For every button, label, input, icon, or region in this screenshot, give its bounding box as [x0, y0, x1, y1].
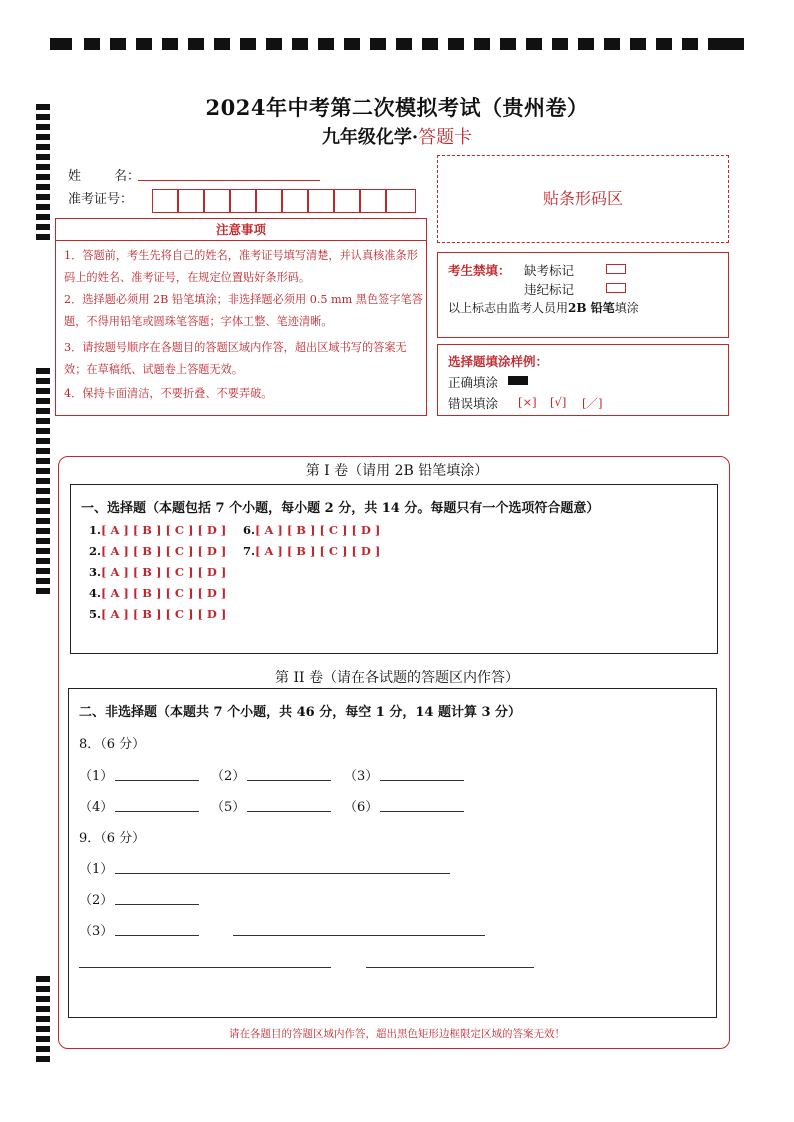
wrong-mark-2: [√] [550, 395, 567, 409]
question-5-options[interactable]: [ A ] [ B ] [ C ] [ D ] [101, 607, 227, 621]
exam-id-label: 准考证号： [68, 192, 134, 207]
forbidden-box [437, 252, 729, 338]
exam-id-boxes[interactable] [152, 189, 416, 213]
forbidden-note-pre: 以上标志由监考人员用 [448, 301, 569, 315]
page-title: 2024年中考第二次模拟考试（贵州卷） [205, 95, 589, 120]
nonchoice-section-title: 二、非选择题（本题共 7 个小题，共 46 分，每空 1 分，14 题计算 3 分） [79, 705, 522, 720]
q8-blank-2-label: （2） [211, 769, 246, 784]
q8-blank-4[interactable] [115, 811, 199, 812]
q8-blank-6[interactable] [380, 811, 464, 812]
question-4-options[interactable]: [ A ] [ B ] [ C ] [ D ] [101, 586, 227, 600]
absent-label: 缺考标记 [524, 263, 575, 278]
q8-blank-1-label: （1） [79, 769, 114, 784]
question-3-number: 3. [89, 565, 102, 579]
forbidden-note-post: 填涂 [614, 301, 639, 315]
part2-title: 第 II 卷（请在各试题的答题区内作答） [275, 670, 519, 686]
page-subtitle [0, 123, 794, 149]
violation-label: 违纪标记 [524, 282, 575, 297]
q9-blank-3d[interactable] [366, 967, 534, 968]
question-5-number: 5. [89, 607, 102, 621]
q8-blank-1[interactable] [115, 780, 199, 781]
sample-box [437, 344, 729, 416]
choice-section [70, 484, 718, 654]
absent-mark-box[interactable] [606, 264, 626, 274]
q9-blank-2-label: （2） [79, 893, 114, 908]
timing-marks-top [50, 38, 744, 52]
question-4[interactable] [89, 586, 226, 600]
question-7-number: 7. [243, 544, 256, 558]
question-4-number: 4. [89, 586, 102, 600]
notice-title: 注意事项 [56, 219, 426, 241]
question-6-number: 6. [243, 523, 256, 537]
nonchoice-section [68, 688, 717, 1018]
notice-box [55, 218, 427, 416]
forbidden-title: 考生禁填： [448, 263, 511, 278]
question-1[interactable] [89, 523, 226, 537]
question-3-options[interactable]: [ A ] [ B ] [ C ] [ D ] [101, 565, 227, 579]
q9-blank-3-label: （3） [79, 924, 114, 939]
q8-blank-5-label: （5） [211, 800, 246, 815]
q9-title: 9．（6 分） [79, 831, 146, 846]
question-6[interactable] [243, 523, 380, 537]
subtitle-answer-card: 答题卡 [418, 127, 473, 148]
barcode-label: 贴条形码区 [542, 189, 623, 208]
q8-blank-2[interactable] [247, 780, 331, 781]
q9-blank-3c[interactable] [79, 967, 331, 968]
q8-blank-4-label: （4） [79, 800, 114, 815]
q9-blank-3a[interactable] [115, 935, 199, 936]
question-2-number: 2. [89, 544, 102, 558]
barcode-area [437, 155, 729, 243]
q9-blank-1-label: （1） [79, 862, 114, 877]
q9-blank-3b[interactable] [233, 935, 485, 936]
question-5[interactable] [89, 607, 226, 621]
q8-title: 8．（6 分） [79, 737, 146, 752]
correct-fill-label: 正确填涂 [448, 375, 499, 390]
part1-title: 第 I 卷（请用 2B 铅笔填涂） [305, 463, 489, 479]
subtitle-subject: 九年级化学· [321, 127, 419, 148]
question-7-options[interactable]: [ A ] [ B ] [ C ] [ D ] [255, 544, 381, 558]
sample-title: 选择题填涂样例： [448, 354, 549, 369]
question-1-number: 1. [89, 523, 102, 537]
notice-item-3: 3．请按题号顺序在各题目的答题区域内作答，超出区域书写的答案无效；在草稿纸、试题卷上答题无效。 [64, 341, 407, 376]
q8-blank-3-label: （3） [344, 769, 379, 784]
q9-blank-1[interactable] [115, 873, 450, 874]
question-1-options[interactable]: [ A ] [ B ] [ C ] [ D ] [101, 523, 227, 537]
correct-fill-sample [508, 376, 528, 385]
q8-blank-3[interactable] [380, 780, 464, 781]
name-label: 姓 名： [68, 169, 141, 184]
q9-blank-2[interactable] [115, 904, 199, 905]
notice-item-1: 1．答题前，考生先将自己的姓名，准考证号填写清楚，并认真核准条形码上的姓名、准考证号，在规定位置贴好条形码。 [64, 249, 418, 284]
question-2[interactable] [89, 544, 226, 558]
choice-section-title: 一、选择题（本题包括 7 个小题，每小题 2 分，共 14 分。每题只有一个选项符合题意） [81, 501, 600, 516]
notice-item-4: 4．保持卡面清洁，不要折叠、不要弄破。 [64, 387, 273, 400]
violation-mark-box[interactable] [606, 283, 626, 293]
forbidden-note-bold: 2B 铅笔 [568, 301, 615, 315]
question-2-options[interactable]: [ A ] [ B ] [ C ] [ D ] [101, 544, 227, 558]
footer-warning: 请在各题目的答题区域内作答，超出黑色矩形边框限定区域的答案无效！ [229, 1028, 565, 1040]
question-3[interactable] [89, 565, 226, 579]
q8-blank-6-label: （6） [344, 800, 379, 815]
wrong-mark-3: [／] [582, 396, 603, 410]
wrong-mark-1: [×] [518, 395, 537, 409]
wrong-fill-label: 错误填涂 [448, 396, 499, 411]
q8-blank-5[interactable] [247, 811, 331, 812]
forbidden-note [448, 299, 639, 316]
notice-item-2: 2．选择题必须用 2B 铅笔填涂；非选择题必须用 0.5 mm 黑色签字笔答题，不得用铅笔或圆珠笔答题；字体工整、笔迹清晰。 [64, 293, 423, 328]
question-7[interactable] [243, 544, 380, 558]
name-input-line[interactable] [138, 180, 320, 181]
question-6-options[interactable]: [ A ] [ B ] [ C ] [ D ] [255, 523, 381, 537]
